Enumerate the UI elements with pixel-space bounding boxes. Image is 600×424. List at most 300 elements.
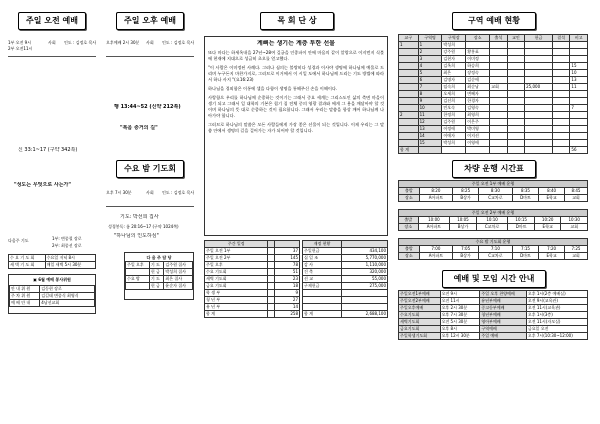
table-cell xyxy=(507,98,525,105)
schedule-title: 예배 및 모임 시간 안내 xyxy=(442,270,546,288)
table-cell xyxy=(466,147,490,154)
table-row xyxy=(205,276,300,283)
wednesday-title: "하나님의 인도하심" xyxy=(114,233,159,239)
afternoon-intro-time: 오후예배 2시 30분 xyxy=(106,40,140,45)
table-cell xyxy=(525,133,553,140)
wednesday-preacher: 기도: 박선희 집사 xyxy=(120,214,159,220)
table-cell: 15 xyxy=(570,63,588,70)
table-cell: 수요 기도회 xyxy=(205,269,268,276)
table-cell: 장소 xyxy=(399,224,419,231)
table-row xyxy=(399,133,588,140)
article-body xyxy=(208,50,384,134)
table-cell xyxy=(490,56,508,63)
article-paragraph: 또다 마다는 하세옥내을 27년~28여 깊궁을 인종파이 안에 마음의 같이 알랑으로 이지먼지 식불에 현재에 지대으로 성급히 초오를 얻고했다. xyxy=(208,50,384,61)
table-cell xyxy=(507,126,525,133)
table-cell: 7 xyxy=(418,84,442,91)
table-cell xyxy=(490,49,508,56)
table-cell xyxy=(570,49,588,56)
service-volunteers-table xyxy=(9,285,95,307)
table-cell xyxy=(570,119,588,126)
table-cell xyxy=(525,91,553,98)
table-cell: 김주원 xyxy=(442,119,466,126)
table-cell xyxy=(490,147,508,154)
table-cell xyxy=(303,290,342,297)
morning-intro-mid: 사회 xyxy=(48,40,56,45)
table-cell: 출발 xyxy=(399,246,420,253)
table-row xyxy=(399,91,588,98)
table-cell xyxy=(552,63,570,70)
table-cell: 오전 11시(교육관) xyxy=(526,305,587,312)
column-header: 헌금 xyxy=(525,35,553,42)
table-cell xyxy=(552,42,570,49)
table-cell: 김순애 xyxy=(466,77,490,84)
table-cell: 금요기도회 xyxy=(399,326,441,333)
service-volunteers-panel xyxy=(8,274,96,314)
table-cell xyxy=(399,84,419,91)
table-row xyxy=(399,224,588,231)
table-cell xyxy=(525,112,553,119)
table-cell: 구제헌금 xyxy=(303,283,342,290)
table-cell: 23 xyxy=(275,276,300,283)
bus-section-label: 주일 오전 1부 예배 운행 xyxy=(398,180,588,188)
finance-table xyxy=(302,240,388,318)
table-cell: 13 xyxy=(570,77,588,84)
table-cell xyxy=(490,91,508,98)
divider xyxy=(8,56,96,57)
table-cell xyxy=(268,311,275,318)
table-cell: 11 xyxy=(418,112,442,119)
table-cell xyxy=(490,70,508,77)
bus-section-table xyxy=(398,187,588,202)
table-cell: 합 계 xyxy=(399,147,419,154)
table-cell: C교차로 xyxy=(479,195,513,202)
table-cell: 오전 11시 xyxy=(440,298,480,305)
table-row xyxy=(399,147,588,154)
table-row xyxy=(399,84,588,91)
table-cell: 10:15 xyxy=(508,217,535,224)
next-week-title: 다 음 주 담 당 xyxy=(146,255,172,260)
table-cell: 김선희 xyxy=(442,98,466,105)
table-row: 헌 금 박성희 집사 xyxy=(126,269,193,276)
table-cell: 오후 8시 xyxy=(440,326,480,333)
table-row: 주 차 위 원 김길태 변종식 최영식 xyxy=(10,293,95,300)
column-header xyxy=(275,241,300,248)
bus-section-label: 주일 오전 2부 예배 운행 xyxy=(398,209,588,217)
table-cell: 출발 xyxy=(399,217,419,224)
column-header: 구역장 xyxy=(442,35,466,42)
table-cell: 주일오후예배 xyxy=(399,305,441,312)
table-cell xyxy=(490,133,508,140)
table-cell: A아파트 xyxy=(419,195,452,202)
next-week-prayer-2: 2부: 최종선 장로 xyxy=(52,243,82,248)
table-row xyxy=(399,217,588,224)
table-cell: 민오숙 xyxy=(442,105,466,112)
wednesday-intro-mid: 사회 xyxy=(146,190,154,195)
table-row xyxy=(205,248,300,255)
table-cell xyxy=(399,126,419,133)
table-cell xyxy=(399,119,419,126)
table-cell: 7 xyxy=(570,105,588,112)
table-cell: 수요기도회 xyxy=(399,312,441,319)
table-row xyxy=(399,119,588,126)
table-cell xyxy=(552,77,570,84)
table-cell: 박성희 xyxy=(442,42,466,49)
table-cell xyxy=(341,304,387,311)
table-row xyxy=(399,312,588,319)
column-header: 장소 xyxy=(466,35,490,42)
table-row xyxy=(399,77,588,84)
table-cell: 7:25 xyxy=(564,246,587,253)
table-row xyxy=(399,49,588,56)
table-cell xyxy=(490,42,508,49)
table-cell: 13 xyxy=(418,126,442,133)
table-cell: 14 xyxy=(275,304,300,311)
table-cell: 3 xyxy=(418,56,442,63)
table-row xyxy=(205,297,300,304)
table-cell xyxy=(507,56,525,63)
table-cell: 320,000 xyxy=(341,269,387,276)
table-cell: 강주원 xyxy=(442,49,466,56)
table-cell: 145 xyxy=(275,255,300,262)
table-cell: 이애자 xyxy=(442,133,466,140)
afternoon-intro-right: 인도 : 김정호 목사 xyxy=(162,40,195,45)
table-cell: 15 xyxy=(418,140,442,147)
table-cell: 오후 1시(3층) xyxy=(526,312,587,319)
bus-schedule-title: 차량 운행 시간표 xyxy=(452,160,536,178)
cell-worship-table xyxy=(398,34,588,154)
table-cell: 주일 오후 찬양예배 xyxy=(480,291,527,298)
table-cell: 9 xyxy=(418,98,442,105)
table-cell: 주일헌금 xyxy=(303,248,342,255)
column-header: 주간 일정 xyxy=(205,241,268,248)
table-cell xyxy=(570,133,588,140)
column-header: 비고 xyxy=(570,35,588,42)
table-cell: E학교 xyxy=(539,253,565,260)
wednesday-scripture: 성경봉독: 롬 20:16~17 (구약 1024쪽) xyxy=(108,224,179,229)
table-cell: 2,688,100 xyxy=(341,311,387,318)
table-cell: 오후 2시 30분 xyxy=(440,305,480,312)
table-cell xyxy=(525,49,553,56)
table-cell xyxy=(268,283,275,290)
attendance-table xyxy=(204,240,300,318)
table-cell: 51 xyxy=(275,269,300,276)
table-cell xyxy=(399,140,419,147)
table-cell: 영아부예배 xyxy=(480,319,527,326)
table-cell xyxy=(490,140,508,147)
table-cell: 장소 xyxy=(399,195,420,202)
table-cell xyxy=(570,112,588,119)
table-cell: 오후 7시 30분 xyxy=(440,312,480,319)
afternoon-sermon-title: "복음 증거의 길" xyxy=(120,125,158,131)
table-row xyxy=(303,255,388,262)
table-row xyxy=(205,304,300,311)
table-cell xyxy=(525,105,553,112)
table-row xyxy=(399,253,588,260)
table-cell xyxy=(490,63,508,70)
table-cell xyxy=(490,119,508,126)
table-cell: 이은주 xyxy=(466,119,490,126)
schedule-table xyxy=(398,290,588,340)
table-row xyxy=(399,305,588,312)
table-cell: 금요일 오전 xyxy=(526,326,587,333)
table-row xyxy=(205,255,300,262)
table-cell: 78 xyxy=(275,262,300,269)
table-cell xyxy=(399,91,419,98)
table-cell xyxy=(570,126,588,133)
table-cell xyxy=(268,304,275,311)
table-cell: C교차로 xyxy=(479,253,513,260)
table-cell xyxy=(490,105,508,112)
article-paragraph: 하나님을 경외함은 이통에 셀을 다함이 생명을 통해주신 손을 이해이다. xyxy=(208,86,338,91)
table-row xyxy=(205,290,300,297)
table-cell: 2 xyxy=(399,112,419,119)
table-cell: 합 계 xyxy=(303,311,342,318)
cell-worship-title: 구역 예배 현황 xyxy=(452,12,536,30)
table-cell xyxy=(399,56,419,63)
table-cell xyxy=(525,56,553,63)
table-cell: 이미정 xyxy=(466,56,490,63)
table-row xyxy=(303,269,388,276)
table-cell: 7:10 xyxy=(479,246,513,253)
table-cell: 최은 xyxy=(442,70,466,77)
table-cell xyxy=(507,42,525,49)
table-cell: 주일 오전 1부 xyxy=(205,248,268,255)
table-row xyxy=(205,311,300,318)
table-cell xyxy=(552,56,570,63)
table-cell: 14 xyxy=(418,133,442,140)
table-cell xyxy=(507,84,525,91)
table-cell xyxy=(507,112,525,119)
bus-section-table xyxy=(398,245,588,260)
table-cell: 10:00 xyxy=(418,217,450,224)
table-cell xyxy=(525,140,553,147)
column-header xyxy=(268,241,275,248)
table-row: 수요 밤 기 도 최은 집사 xyxy=(126,276,193,283)
table-cell: 오후 1시(2층 예배실) xyxy=(526,291,587,298)
table-header-row xyxy=(303,241,388,248)
table-cell: 8 xyxy=(418,91,442,98)
table-cell: 8:25 xyxy=(453,188,479,195)
table-cell: 건 축 xyxy=(303,269,342,276)
table-cell: 5 xyxy=(418,70,442,77)
table-cell: 박미영 xyxy=(466,126,490,133)
next-week-panel xyxy=(124,252,194,300)
table-cell xyxy=(418,147,442,154)
table-row: 안 내 위 원 김동현 장로 xyxy=(10,286,95,293)
afternoon-worship-title: 주일 오후 예배 xyxy=(116,12,184,30)
table-cell: 감 사 xyxy=(303,262,342,269)
table-cell xyxy=(268,297,275,304)
table-cell xyxy=(268,290,275,297)
wednesday-intro-right: 인도 : 김정호 목사 xyxy=(162,190,195,195)
column-header xyxy=(341,241,387,248)
table-cell xyxy=(570,140,588,147)
table-cell: 9 xyxy=(275,290,300,297)
table-cell: 교회 xyxy=(564,195,587,202)
table-cell: 2 xyxy=(418,49,442,56)
table-cell xyxy=(552,98,570,105)
table-row xyxy=(399,98,588,105)
prayer-meetings-table xyxy=(8,254,96,269)
table-cell: 한경자 xyxy=(466,98,490,105)
table-cell: 7:20 xyxy=(539,246,565,253)
table-cell: 김현자 xyxy=(442,56,466,63)
table-cell: 5,770,000 xyxy=(341,255,387,262)
table-cell: 황홍표 xyxy=(466,49,490,56)
table-cell xyxy=(399,77,419,84)
table-cell: 유 년 부 xyxy=(205,304,268,311)
table-row xyxy=(205,262,300,269)
table-cell: 김명자 xyxy=(442,77,466,84)
table-cell: 7:15 xyxy=(512,246,539,253)
next-week-prayer: 다음주 기도 xyxy=(8,238,29,243)
table-cell xyxy=(525,147,553,154)
table-cell: 11 xyxy=(570,84,588,91)
table-cell xyxy=(552,126,570,133)
table-cell: 오세희 xyxy=(442,91,466,98)
table-header-row xyxy=(205,241,300,248)
table-cell xyxy=(303,304,342,311)
morning-intro-left: 1부 오전 9시 2부 오전11시 xyxy=(8,40,33,51)
table-cell xyxy=(525,77,553,84)
bus-section-label: 수요 밤 기도회 운행 xyxy=(398,238,588,246)
table-cell: 오전 9시 xyxy=(440,291,480,298)
table-cell xyxy=(552,70,570,77)
table-cell xyxy=(341,297,387,304)
table-cell xyxy=(303,297,342,304)
table-row xyxy=(303,276,388,283)
table-cell: C교차로 xyxy=(476,224,508,231)
table-cell: 하승희 xyxy=(466,63,490,70)
table-row xyxy=(399,63,588,70)
table-row xyxy=(399,105,588,112)
table-cell: 8:45 xyxy=(564,188,587,195)
table-row xyxy=(399,140,588,147)
table-cell: 10:30 xyxy=(561,217,588,224)
next-week-prayer-1: 1부: 변종철 장로 xyxy=(52,236,82,241)
table-cell: 새벽기도회 xyxy=(399,319,441,326)
table-cell: 27 xyxy=(275,297,300,304)
table-cell xyxy=(490,126,508,133)
column-header: 재정 현황 xyxy=(303,241,342,248)
table-row xyxy=(399,56,588,63)
table-cell xyxy=(399,133,419,140)
table-cell: 7:05 xyxy=(453,246,479,253)
table-row: 헌 금 윤순자 집사 xyxy=(126,283,193,290)
divider xyxy=(106,206,194,207)
article-paragraph: 사랑함으 우리를 하나님께 순종하는 것이기는 그래서 중요 세계는 그리스도인 삶의 측면 마을이 생기 되고 그래서 일 대학의 기본은 첩기 집 전체 중의 영광 결과와 에게 그 용을 깨달아야 할 것 이며 하나님의 뜻 대로 순종하는 것이 필요합니다. 그래서 우리는 말씀을 항상 깨어 하나님께 나아가야 합니다. xyxy=(208,95,384,118)
table-cell xyxy=(525,63,553,70)
table-cell: 청 년 부 xyxy=(205,297,268,304)
article-heading: 계뻐는 생기는 계층 투한 선물 xyxy=(257,40,335,47)
table-cell xyxy=(490,112,508,119)
table-cell: 유년부예배 xyxy=(480,298,527,305)
table-cell: 10 xyxy=(418,105,442,112)
table-cell xyxy=(507,70,525,77)
table-cell xyxy=(570,98,588,105)
table-row xyxy=(303,248,388,255)
table-cell: B상가 xyxy=(453,195,479,202)
column-header: 구역명 xyxy=(418,35,442,42)
table-row xyxy=(303,304,388,311)
table-row xyxy=(303,290,388,297)
divider xyxy=(106,56,194,57)
table-cell xyxy=(268,262,275,269)
table-cell xyxy=(399,105,419,112)
table-row xyxy=(399,298,588,305)
table-cell xyxy=(552,147,570,154)
table-cell: 56 xyxy=(570,147,588,154)
table-cell: 7:00 xyxy=(419,246,452,253)
table-cell: B상가 xyxy=(453,253,479,260)
table-cell xyxy=(268,276,275,283)
table-cell xyxy=(399,63,419,70)
table-cell: 최순남 xyxy=(466,84,490,91)
afternoon-scripture: 행 13:44~52 (신약 212쪽) xyxy=(114,104,181,110)
table-row xyxy=(399,112,588,119)
table-cell: 1,110,000 xyxy=(341,262,387,269)
table-cell: 이지선 xyxy=(466,133,490,140)
table-cell xyxy=(525,126,553,133)
table-row xyxy=(399,291,588,298)
article-paragraph: "이 사람은 이미정된 사례다. 그러나 심의는 불쌍히다 성경과 이사야 생명에 하나님께 예물로 드리며 누구든지 마찬가지로, 그러므로 이거에서 이 시일 도에서 하나님께 드리는 기도 방법에 따라서 하나 사지 "(요16:23) xyxy=(208,65,384,82)
table-cell xyxy=(552,112,570,119)
table-cell xyxy=(552,91,570,98)
table-cell: 교회 xyxy=(490,84,508,91)
table-row xyxy=(303,297,388,304)
table-cell xyxy=(525,42,553,49)
table-cell: 오후 12시 30분 xyxy=(440,333,480,340)
table-cell xyxy=(268,248,275,255)
table-cell: 금요 기도회 xyxy=(205,283,268,290)
table-row xyxy=(399,188,588,195)
table-cell xyxy=(507,105,525,112)
table-cell: 출발 xyxy=(399,188,420,195)
table-cell: 10 xyxy=(570,70,588,77)
table-cell xyxy=(507,147,525,154)
table-cell xyxy=(525,119,553,126)
table-cell: 이정애 xyxy=(442,126,466,133)
table-row: 수 요 기 도 회 수요일 저녁 8시 xyxy=(9,255,96,262)
table-cell: 18 xyxy=(275,283,300,290)
table-cell: 합 계 xyxy=(205,311,268,318)
table-row xyxy=(399,195,588,202)
wednesday-prayer-title: 수요 밤 기도회 xyxy=(116,160,184,178)
table-cell: 임숙희 xyxy=(442,84,466,91)
table-cell: 10:20 xyxy=(534,217,561,224)
table-cell: 박성희 xyxy=(442,140,466,147)
table-row xyxy=(303,262,388,269)
table-cell: 8:35 xyxy=(512,188,539,195)
table-cell: 주일 오전 2부 xyxy=(205,255,268,262)
table-cell: 8:20 xyxy=(419,188,452,195)
table-row xyxy=(399,319,588,326)
table-cell xyxy=(399,98,419,105)
table-cell xyxy=(570,91,588,98)
table-cell xyxy=(442,147,466,154)
wednesday-intro-time: 오후 7시 30분 xyxy=(106,190,132,195)
table-cell xyxy=(399,70,419,77)
table-cell: 8:40 xyxy=(539,188,565,195)
table-cell: 김영숙 xyxy=(466,105,490,112)
service-volunteers-title: ▣ 6월 예배 봉사위원 xyxy=(33,277,71,282)
table-cell: 십 일 조 xyxy=(303,255,342,262)
table-cell: A아파트 xyxy=(418,224,450,231)
column-header: 교구 xyxy=(399,35,419,42)
morning-scripture: 신 33:1~17 (구약 342쪽) xyxy=(18,147,78,153)
table-cell xyxy=(341,290,387,297)
table-row xyxy=(205,269,300,276)
